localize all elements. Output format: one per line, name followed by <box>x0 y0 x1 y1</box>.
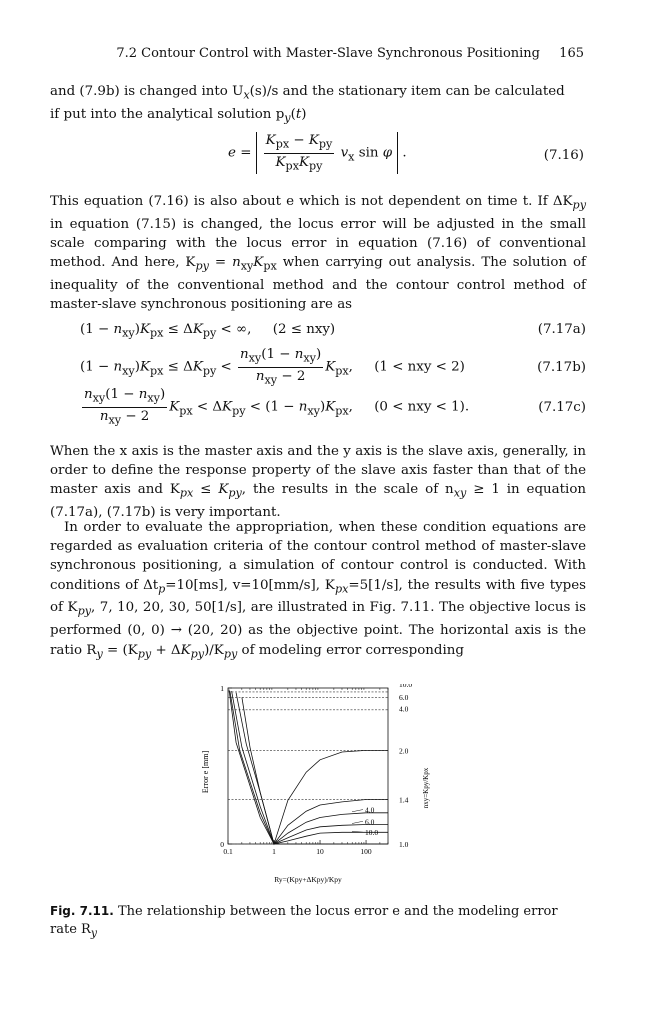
equation-label-7-17c: (7.17c) <box>538 400 586 415</box>
equation-7-17a: $(1 - n_{xy})K_{px} \le \Delta K_{py}$ < ∞, (2 ≤ nxy) <box>80 322 336 340</box>
x-tick-label: 10 <box>316 847 324 856</box>
series-level-label: 1.0 <box>399 840 409 849</box>
series-level-label: 2.0 <box>399 746 409 756</box>
x-tick-label: 1 <box>272 847 276 856</box>
plot-frame <box>228 688 388 844</box>
curve-label-arrow <box>352 821 363 823</box>
curve-label-arrow <box>352 810 363 812</box>
equation-label-7-17a: (7.17a) <box>537 322 586 337</box>
series-level-label: 10.0 <box>399 684 413 689</box>
x-axis-label: Ry=(Kpy+ΔKpy)/Kpy <box>274 875 342 884</box>
curve-label: 6.0 <box>365 817 375 827</box>
figure-caption: Fig. 7.11. The relationship between the locus error e and the modeling error rate $R_y$ <box>50 904 558 940</box>
y-tick-label: 1 <box>220 684 224 693</box>
paragraph-3: When the x axis is the master axis and the y axis is the slave axis, generally, in order to define the response property of the slave axis faster than that of the master axis and $K_{px} \le K_{py}$, the results in the scale of $n_{xy} \ge 1$ in equation (7.17a), (7.17b) is very important. <box>50 444 587 521</box>
equation-7-17b: $(1 - n_{xy})K_{px} \le \Delta K_{py}$ < $\frac{n_{xy}(1 - n_{xy})}{n_{xy} - 2}$ $K_{px}$, (1 < nxy < 2) <box>80 347 465 387</box>
equation-label-7-17b: (7.17b) <box>537 360 586 375</box>
curve-label: 4.0 <box>365 805 375 815</box>
error-chart <box>200 684 440 900</box>
paragraph-4: In order to evaluate the appropriation, when these condition equations are regarded as evaluation criteria of the contour control method of master-slave synchronous positioning, a simulation of contour control is conducted. With conditions of $\Delta t_p=10[ms]$, v=10[mm/s], $K_{px}=5[1/s]$, the results with five types of $K_{py}$, 7, 10, 20, 30, 50[1/s], are illustrated in Fig. 7.11. The objective locus is performed (0, 0) → (20, 20) as the objective point. The horizontal axis is the ratio $R_y = (K_{py} + \Delta K_{py})/K_{py}$ of modeling error corresponding <box>50 520 587 661</box>
series-level-label: 1.4 <box>399 795 409 805</box>
paragraph-2: This equation (7.16) is also about e which is not dependent on time t. If $\Delta K_{py}$ in equation (7.15) is changed, the locus error will be adjusted in the small scale comparing with the locus error in equation (7.16) of conventional method. And here, $K_{py} = n_{xy}K_{px}$ when carrying out analysis. The solution of inequality of the conventional method and the contour control method of master-slave synchronous positioning are as <box>50 194 586 313</box>
y-axis-label: Error e [mm] <box>201 750 210 794</box>
equation-7-17c: $\frac{n_{xy}(1 - n_{xy})}{n_{xy} - 2}$ $K_{px} < \Delta K_{py} < (1 - n_{xy})K_{px}$, (0 < nxy < 1). <box>84 387 470 427</box>
page-number: 165 <box>559 46 584 61</box>
x-tick-label: 100 <box>360 847 372 856</box>
figure-7-11 <box>200 684 440 900</box>
paragraph-1: and (7.9b) is changed into $U_x(s)/s$ and the stationary item can be calculated if put into the analytical solution $p_y(t)$ <box>50 84 565 125</box>
right-axis-label: nxy=Kpy/Kpx <box>422 767 430 809</box>
curve-label: 10.0 <box>365 828 379 838</box>
equation-7-16: e = $\frac{K_{px} - K_{py}}{K_{px}K_{py}}$ $v_x$ sin φ . <box>228 133 407 173</box>
equation-label-7-16: (7.16) <box>543 148 584 163</box>
running-header <box>50 46 584 64</box>
y-tick-label: 0 <box>220 840 224 849</box>
x-tick-label: 0.1 <box>223 847 233 856</box>
caption-label: Fig. 7.11. <box>50 904 114 918</box>
series-level-label: 6.0 <box>399 693 409 703</box>
caption-text: The relationship between the locus error e and the modeling error rate R <box>50 904 558 937</box>
section-title: 7.2 Contour Control with Master-Slave Synchronous Positioning <box>116 46 540 61</box>
series-level-label: 4.0 <box>399 704 409 714</box>
